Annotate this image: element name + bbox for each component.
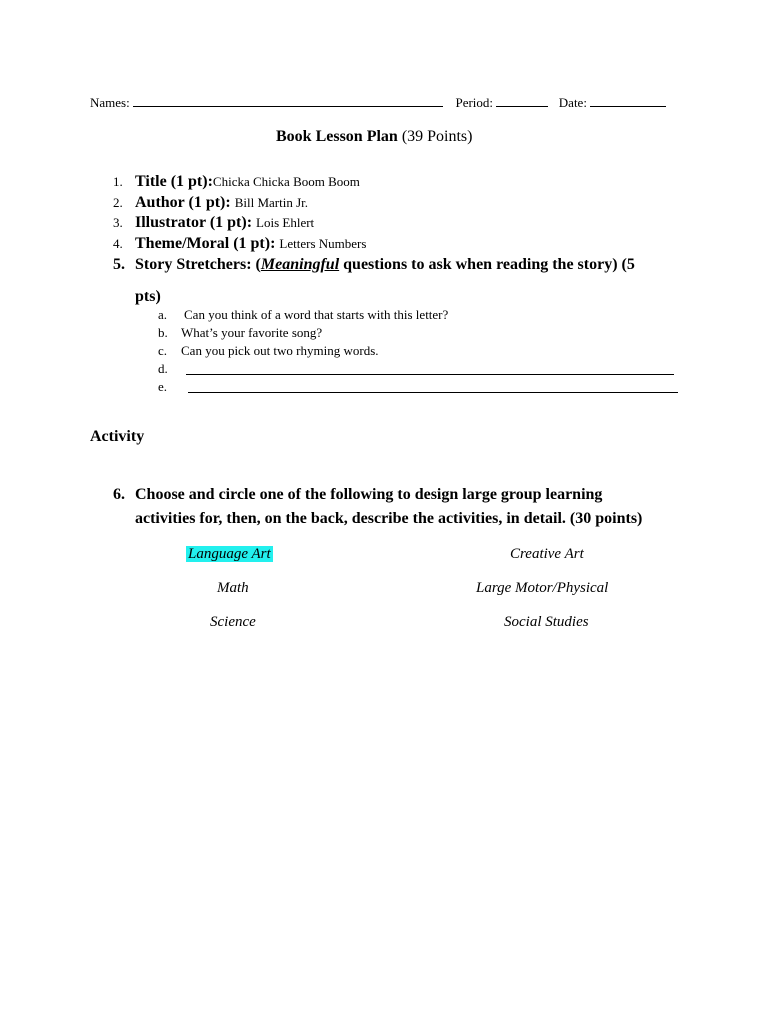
activity-text: Choose and circle one of the following to design [135,486,463,503]
activity-text: group learning [496,486,603,503]
stretchers-prefix: Story Stretchers: ( [135,256,261,273]
item-number: 3. [113,215,123,230]
period-field[interactable] [496,94,548,107]
option-science[interactable]: Science [210,614,256,630]
question-text: What’s your favorite song? [181,325,323,340]
story-stretchers-heading [113,256,635,274]
item-value: Letters Numbers [279,236,367,251]
item-value: Chicka Chicka Boom Boom [212,174,360,189]
option-creative-art[interactable]: Creative Art [510,546,584,562]
item-label: Author (1 pt): [135,194,231,211]
item-label: Theme/Moral (1 pt): [135,235,276,252]
activity-instructions-line1 [113,486,602,504]
list-item [113,214,314,232]
activity-heading: Activity [90,428,145,445]
item-number: 1. [113,174,123,189]
question-letter: b. [158,325,168,340]
item-number: 4. [113,236,123,251]
answer-line-e[interactable] [188,392,678,393]
activity-emphasis: large [462,486,497,503]
item-label: Title (1 pt): [135,173,213,190]
answer-line-d[interactable] [186,374,674,375]
title-bold: Book Lesson Plan [276,128,398,145]
option-math[interactable]: Math [217,580,249,596]
names-label: Names: [90,95,130,110]
stretchers-emphasis: Meaningful [260,256,340,273]
item-value: Lois Ehlert [256,215,315,230]
item-label: Illustrator (1 pt): [135,214,253,231]
list-item [158,307,448,323]
item-number: 6. [113,486,125,503]
names-field[interactable] [133,94,443,107]
question-letter: a. [158,307,168,322]
option-language-art[interactable] [186,546,273,563]
list-item [158,343,379,359]
question-letter: e. [158,379,168,394]
question-text: Can you think of a word that starts with this letter? [184,307,449,322]
date-field[interactable] [590,94,666,107]
question-letter: d. [158,361,168,376]
period-label: Period: [455,95,494,110]
item-number: 5. [113,256,125,273]
stretchers-continued: pts) [135,288,161,305]
list-item [113,173,360,191]
date-label: Date: [558,95,587,110]
header-row [90,94,666,111]
list-item [113,194,308,212]
page-title [276,128,472,146]
option-large-motor[interactable]: Large Motor/Physical [476,580,609,596]
question-letter: c. [158,343,168,358]
item-value: Bill Martin Jr. [234,195,309,210]
stretchers-suffix: questions to ask when reading the story) (5 [339,256,635,273]
list-item [158,325,322,341]
title-points: (39 Points) [401,128,473,145]
option-social-studies[interactable]: Social Studies [504,614,589,630]
item-number: 2. [113,195,123,210]
list-item [113,235,366,253]
activity-instructions-line2: activities for, then, on the back, describe the activities, in detail. (30 points) [135,510,643,527]
question-text: Can you pick out two rhyming words. [181,343,379,358]
option-label: Language Art [188,546,271,562]
